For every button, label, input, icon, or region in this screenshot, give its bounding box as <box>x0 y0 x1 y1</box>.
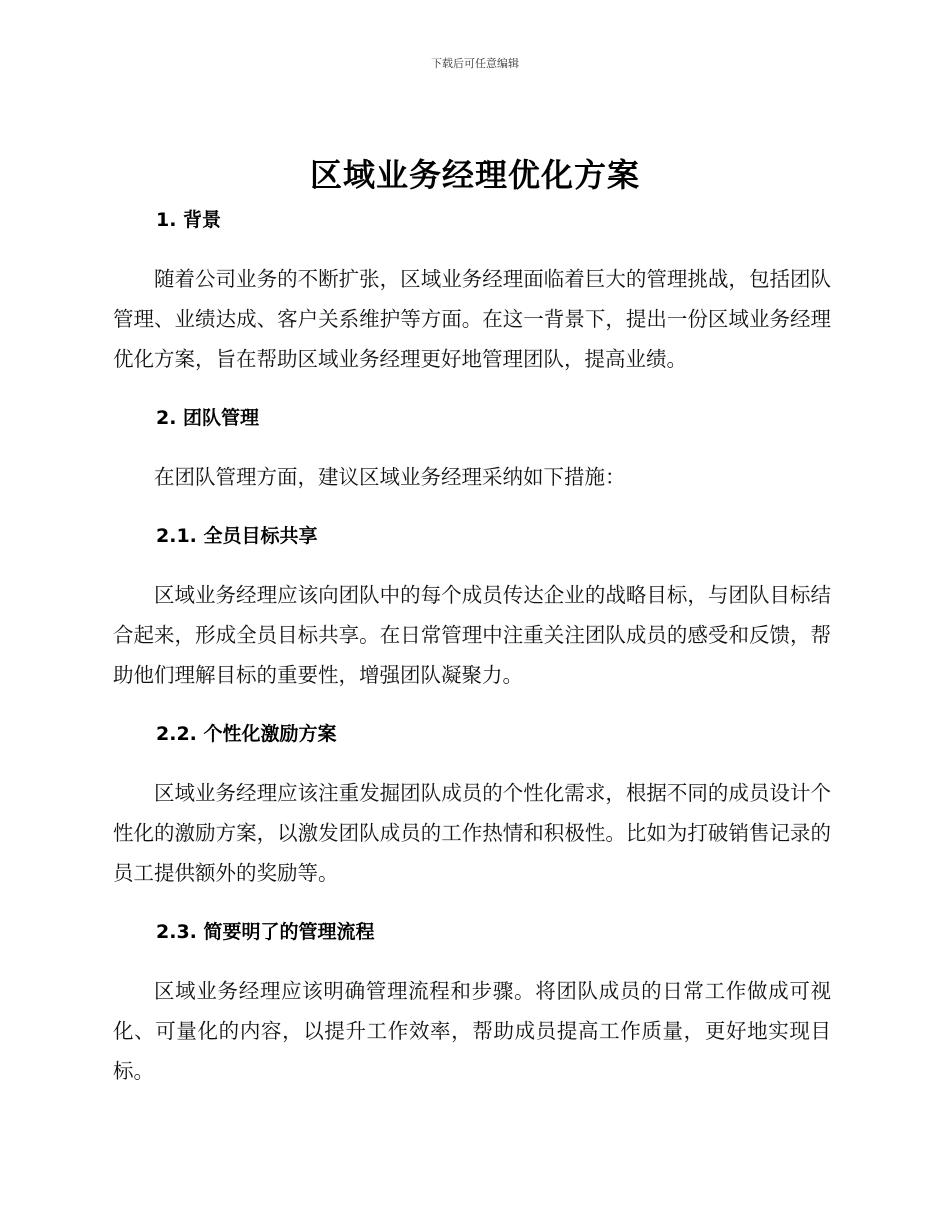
section-goal-sharing <box>113 521 831 719</box>
section-paragraph: 区域业务经理应该明确管理流程和步骤。将团队成员的日常工作做成可视化、可量化的内容，以提升工作效率，帮助成员提高工作质量，更好地实现目标。 <box>113 979 831 1083</box>
section-heading: 1. 背景 <box>156 209 222 231</box>
section-team-management <box>113 403 831 521</box>
section-background <box>113 205 831 403</box>
document-title: 区域业务经理优化方案 <box>309 156 640 194</box>
section-management-process <box>113 917 831 1091</box>
section-heading: 2.2. 个性化激励方案 <box>156 723 337 745</box>
section-paragraph: 随着公司业务的不断扩张，区域业务经理面临着巨大的管理挑战，包括团队管理、业绩达成、客户关系维护等方面。在这一背景下，提出一份区域业务经理优化方案，旨在帮助区域业务经理更好地管理团队，提高业绩。 <box>113 267 831 371</box>
section-heading: 2.1. 全员目标共享 <box>156 525 318 547</box>
section-paragraph: 区域业务经理应该向团队中的每个成员传达企业的战略目标，与团队目标结合起来，形成全员目标共享。在日常管理中注重关注团队成员的感受和反馈，帮助他们理解目标的重要性，增强团队凝聚力。 <box>113 583 831 687</box>
section-personalized-incentives <box>113 719 831 917</box>
section-paragraph: 在团队管理方面，建议区域业务经理采纳如下措施： <box>154 465 626 489</box>
section-paragraph: 区域业务经理应该注重发掘团队成员的个性化需求，根据不同的成员设计个性化的激励方案，以激发团队成员的工作热情和积极性。比如为打破销售记录的员工提供额外的奖励等。 <box>113 781 831 885</box>
document-body <box>113 205 831 1091</box>
section-heading: 2.3. 简要明了的管理流程 <box>156 921 375 943</box>
section-heading: 2. 团队管理 <box>156 407 260 429</box>
header-note: 下载后可任意编辑 <box>431 57 519 70</box>
